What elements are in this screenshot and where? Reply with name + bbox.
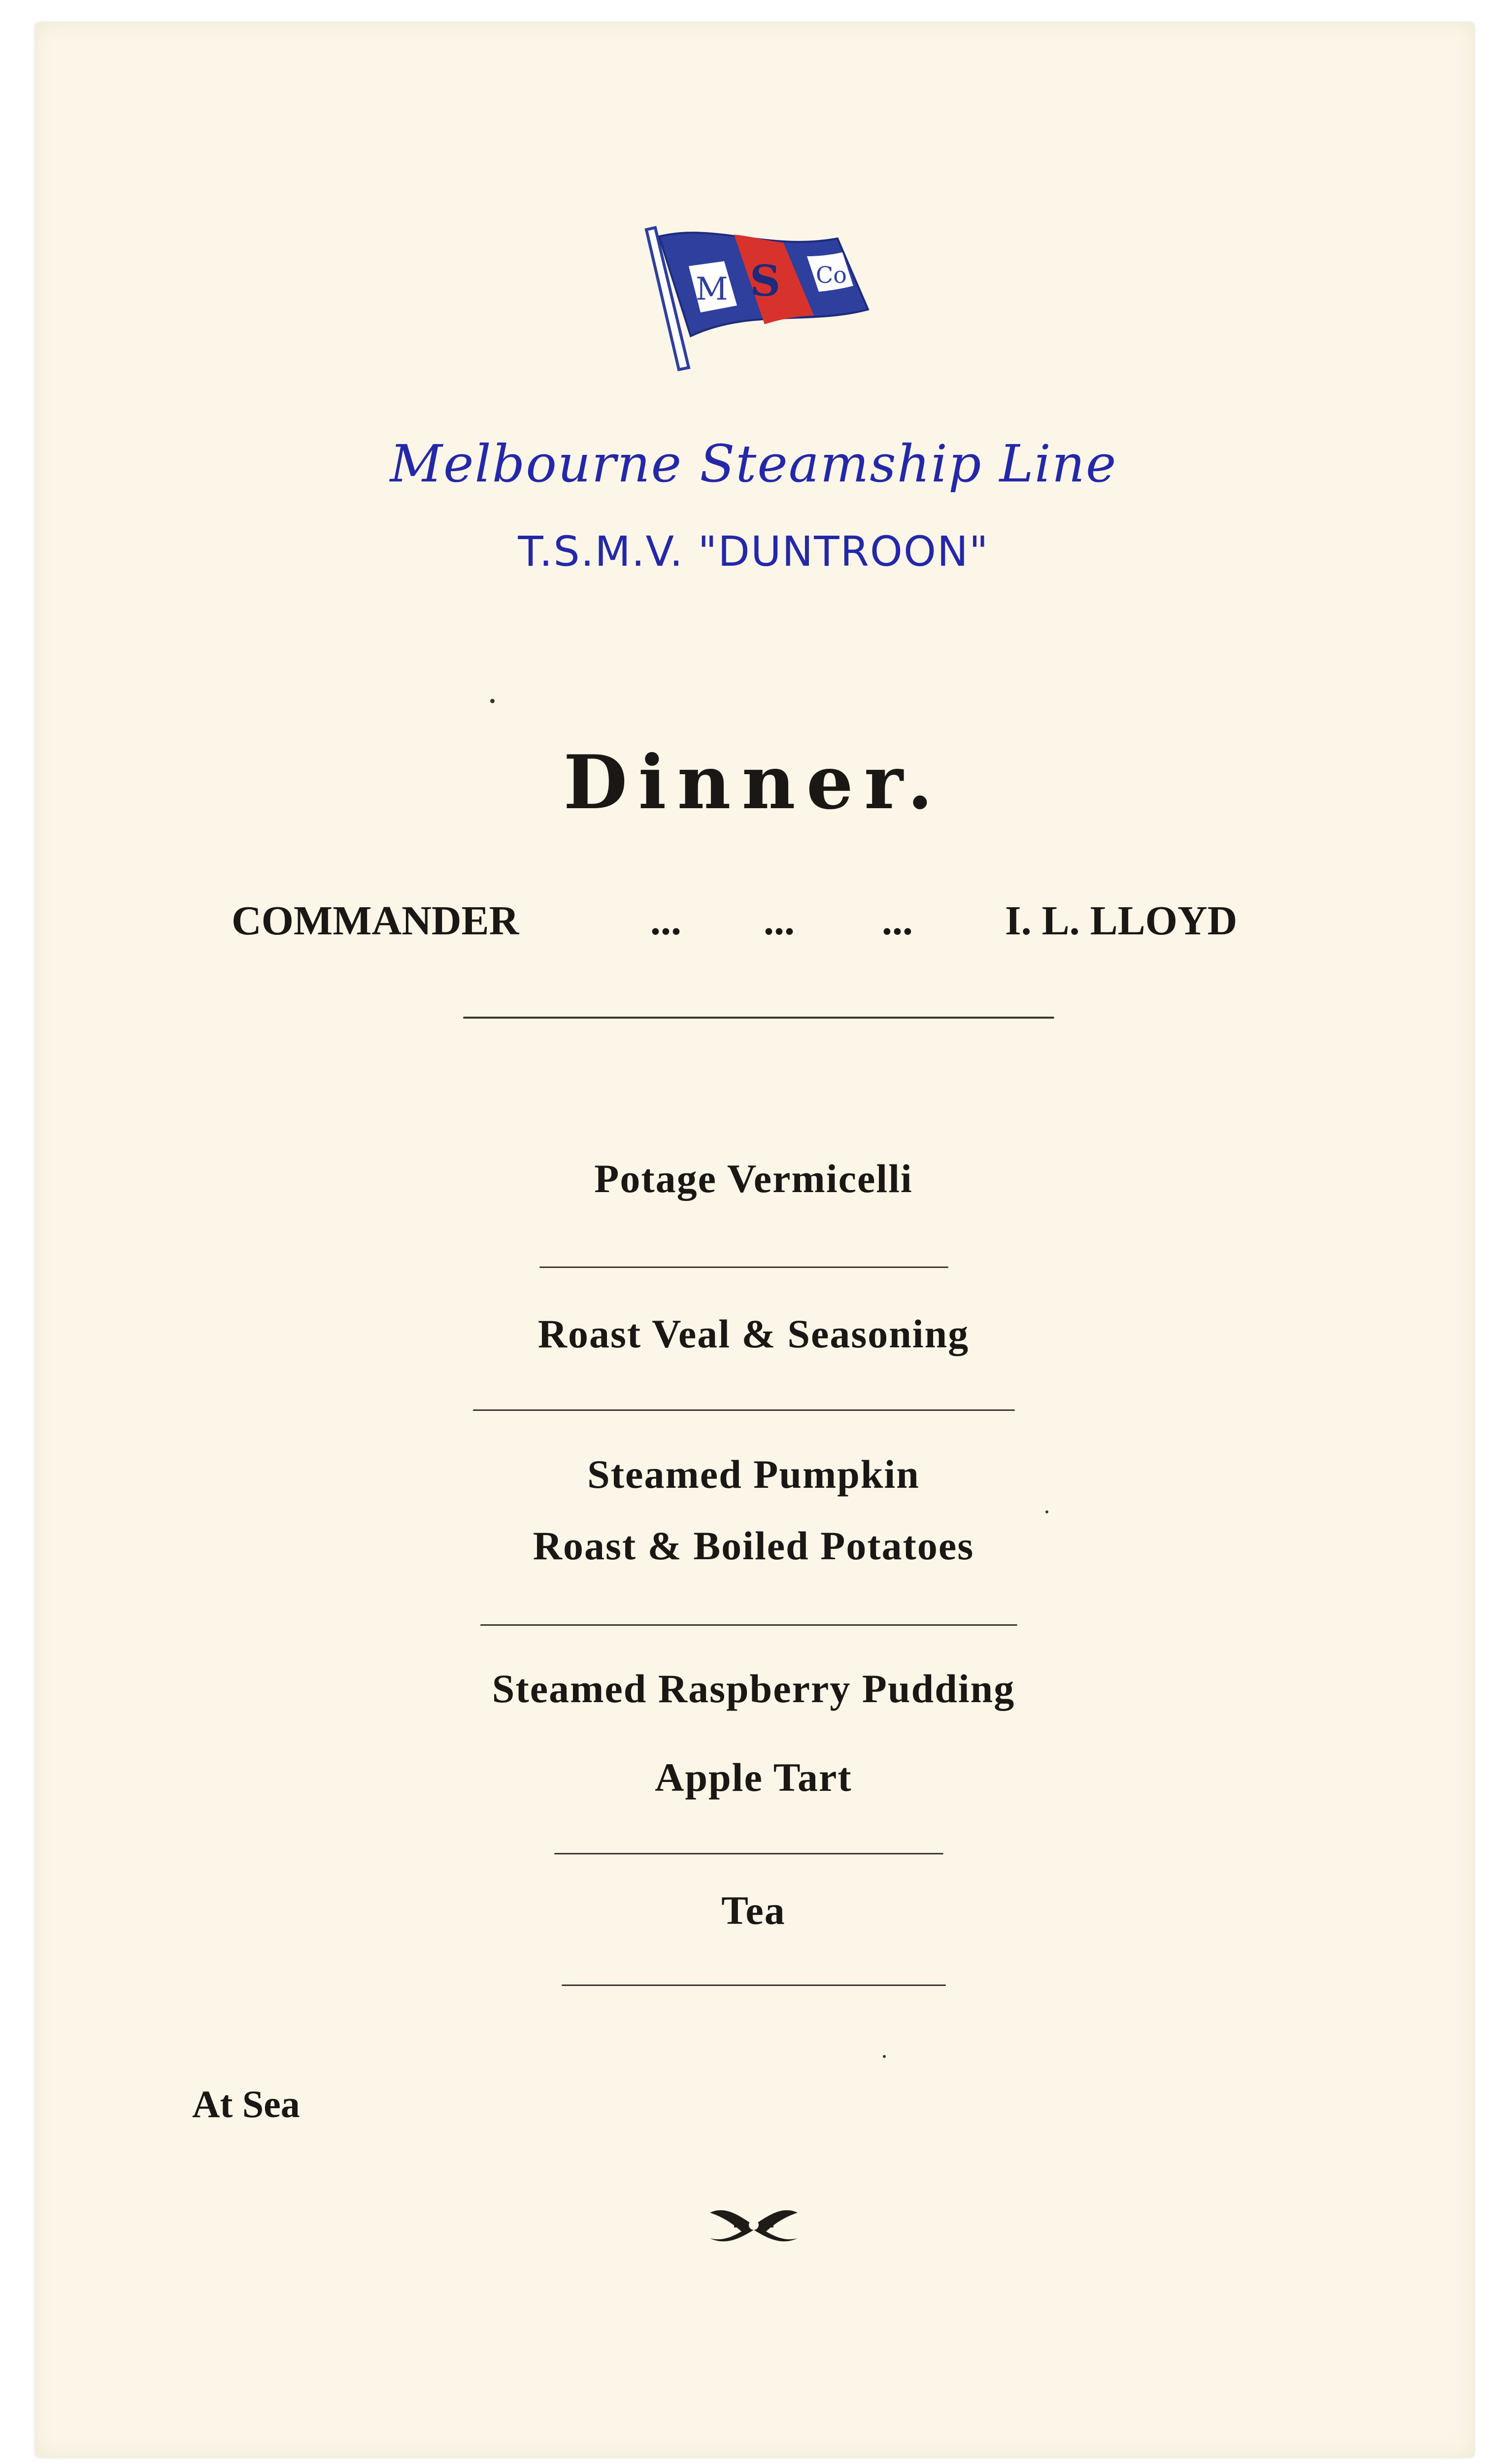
divider-rule xyxy=(562,1985,946,1986)
leader-dots-3: ... xyxy=(882,898,913,944)
flag-letter-co: Co xyxy=(816,262,847,288)
course-beverage: Tea xyxy=(721,1888,786,1933)
course-vegetable-2: Roast & Boiled Potatoes xyxy=(533,1523,974,1568)
commander-label: COMMANDER xyxy=(232,898,519,944)
divider-rule xyxy=(480,1624,1017,1626)
menu-title: Dinner. xyxy=(563,739,944,826)
flag-letter-s: S xyxy=(750,256,781,306)
ship-name: T.S.M.V. "DUNTROON" xyxy=(518,527,989,576)
flag-letter-m: M xyxy=(696,271,728,308)
ornament-icon xyxy=(707,2203,801,2247)
house-flag-icon xyxy=(640,222,872,379)
company-name: Melbourne Steamship Line xyxy=(390,434,1117,494)
leader-dots-1: ... xyxy=(650,898,681,944)
paper-speck xyxy=(490,699,495,703)
paper-speck xyxy=(883,2055,886,2058)
course-main: Roast Veal & Seasoning xyxy=(537,1311,970,1356)
leader-dots-2: ... xyxy=(764,898,795,944)
divider-rule xyxy=(463,1017,1054,1019)
place-note: At Sea xyxy=(192,2083,300,2125)
course-dessert-2: Apple Tart xyxy=(655,1755,852,1800)
course-dessert-1: Steamed Raspberry Pudding xyxy=(492,1666,1015,1711)
divider-rule xyxy=(473,1409,1015,1411)
commander-name: I. L. LLOYD xyxy=(1005,898,1238,944)
course-soup: Potage Vermicelli xyxy=(594,1156,913,1201)
divider-rule xyxy=(539,1266,948,1268)
divider-rule xyxy=(554,1853,943,1854)
course-vegetable-1: Steamed Pumpkin xyxy=(587,1452,920,1497)
paper-speck xyxy=(1045,1510,1048,1513)
